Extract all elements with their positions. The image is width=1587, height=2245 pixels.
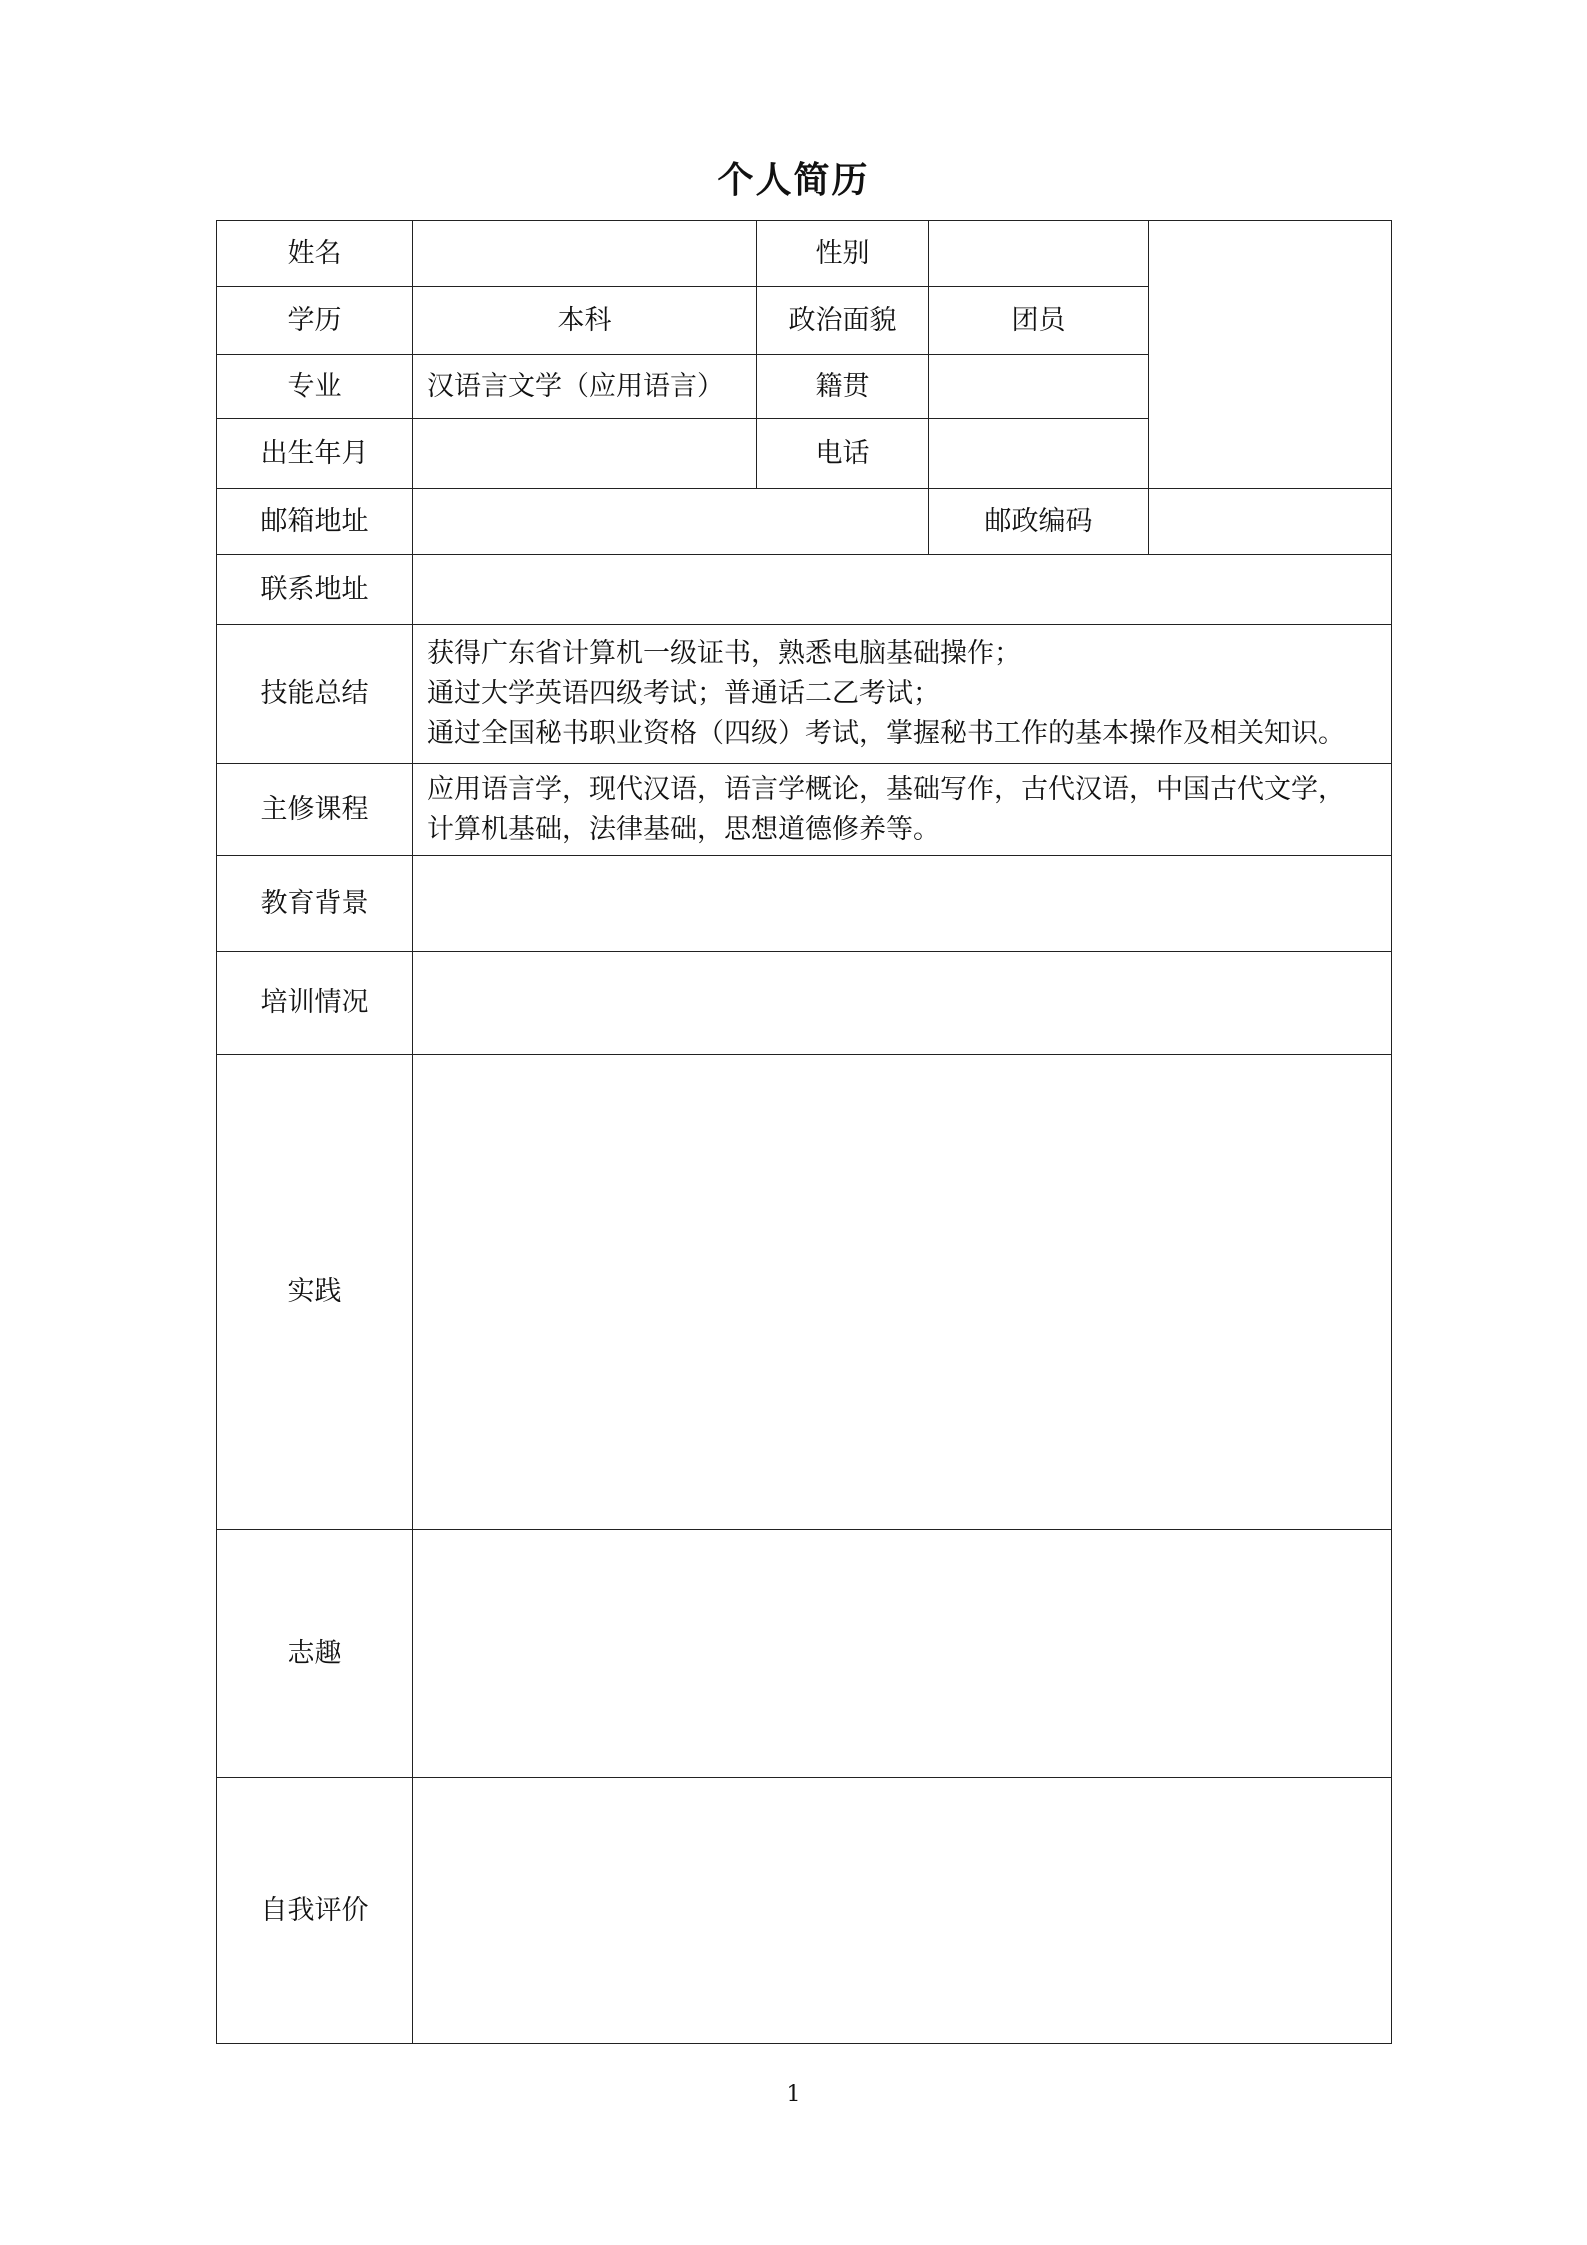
self-evaluation-label: 自我评价: [217, 1778, 413, 2044]
row-practice: [217, 1055, 1392, 1530]
phone-value[interactable]: [929, 419, 1149, 489]
birth-label: 出生年月: [217, 419, 413, 489]
address-label: 联系地址: [217, 555, 413, 625]
gender-value[interactable]: [929, 221, 1149, 287]
practice-label: 实践: [217, 1055, 413, 1530]
row-interests: [217, 1530, 1392, 1778]
phone-label: 电话: [757, 419, 929, 489]
practice-value[interactable]: [413, 1055, 1392, 1530]
political-value[interactable]: 团员: [929, 287, 1149, 355]
row-courses: [217, 764, 1392, 856]
row-email-postcode: [217, 489, 1392, 555]
row-name-gender: [217, 221, 1392, 287]
self-evaluation-value[interactable]: [413, 1778, 1392, 2044]
courses-label: 主修课程: [217, 764, 413, 856]
major-label: 专业: [217, 355, 413, 419]
row-self-evaluation: [217, 1778, 1392, 2044]
name-value[interactable]: [413, 221, 757, 287]
row-training: [217, 952, 1392, 1055]
education-label: 学历: [217, 287, 413, 355]
postcode-value[interactable]: [1149, 489, 1392, 555]
native-place-value[interactable]: [929, 355, 1149, 419]
row-address: [217, 555, 1392, 625]
name-label: 姓名: [217, 221, 413, 287]
row-education-background: [217, 856, 1392, 952]
birth-value[interactable]: [413, 419, 757, 489]
postcode-label: 邮政编码: [929, 489, 1149, 555]
interests-value[interactable]: [413, 1530, 1392, 1778]
education-background-label: 教育背景: [217, 856, 413, 952]
political-label: 政治面貌: [757, 287, 929, 355]
education-value[interactable]: 本科: [413, 287, 757, 355]
native-place-label: 籍贯: [757, 355, 929, 419]
skills-line: 通过大学英语四级考试；普通话二乙考试；: [427, 678, 940, 709]
gender-label: 性别: [757, 221, 929, 287]
page-number: 1: [786, 2082, 801, 2107]
interests-label: 志趣: [217, 1530, 413, 1778]
courses-value[interactable]: [413, 764, 1392, 856]
email-value[interactable]: [413, 489, 929, 555]
photo-area: [1149, 221, 1392, 489]
address-value[interactable]: [413, 555, 1392, 625]
page-title: 个人简历: [717, 159, 870, 201]
courses-line: 计算机基础，法律基础，思想道德修养等。: [427, 813, 940, 845]
skills-label: 技能总结: [217, 625, 413, 764]
training-label: 培训情况: [217, 952, 413, 1055]
training-value[interactable]: [413, 952, 1392, 1055]
courses-line: 应用语言学，现代汉语，语言学概论，基础写作，古代汉语，中国古代文学，: [427, 773, 1345, 805]
resume-table: [216, 220, 1392, 2044]
row-skills: [217, 625, 1392, 764]
skills-value[interactable]: [413, 625, 1392, 764]
email-label: 邮箱地址: [217, 489, 413, 555]
major-value[interactable]: 汉语言文学（应用语言）: [413, 355, 757, 419]
skills-line: 获得广东省计算机一级证书，熟悉电脑基础操作；: [427, 638, 1021, 669]
skills-line: 通过全国秘书职业资格（四级）考试，掌握秘书工作的基本操作及相关知识。: [427, 718, 1345, 749]
education-background-value[interactable]: [413, 856, 1392, 952]
